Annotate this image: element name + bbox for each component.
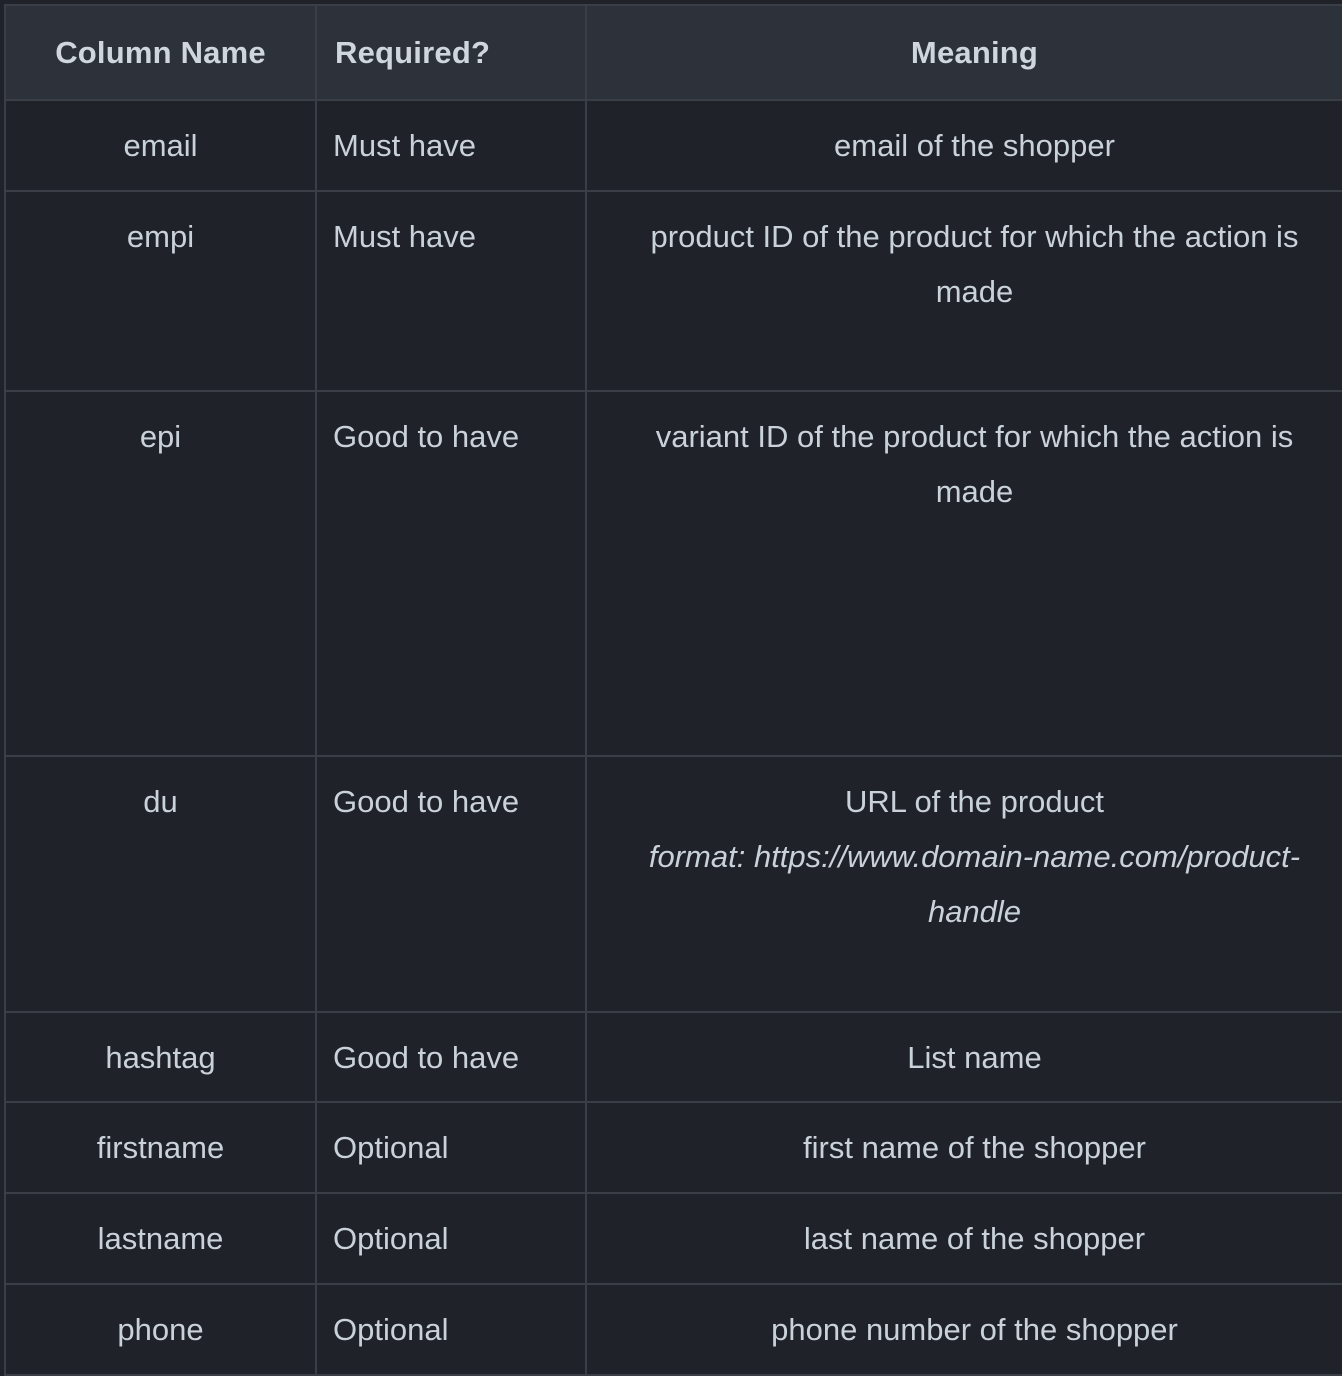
cell-required: Good to have (316, 1012, 586, 1102)
table-row (5, 100, 1342, 191)
cell-meaning (586, 1193, 1342, 1284)
header-row (5, 5, 1342, 100)
cell-column-name: email (5, 100, 316, 191)
meaning-text: variant ID of the product for which the action is made (655, 419, 1294, 509)
table-row (5, 1102, 1342, 1193)
header-required: Required? (316, 5, 586, 100)
table-row (5, 756, 1342, 1012)
cell-meaning (586, 1284, 1342, 1375)
table-row (5, 1193, 1342, 1284)
cell-meaning (586, 100, 1342, 191)
meaning-text: product ID of the product for which the action is made (650, 219, 1299, 309)
table-row (5, 1012, 1342, 1102)
cell-required: Must have (316, 100, 586, 191)
cell-column-name: epi (5, 391, 316, 756)
cell-meaning (586, 756, 1342, 1012)
cell-required: Optional (316, 1284, 586, 1375)
meaning-text: last name of the shopper (803, 1221, 1146, 1256)
meaning-text: phone number of the shopper (771, 1312, 1178, 1347)
column-spec-table (4, 4, 1342, 1376)
cell-meaning (586, 191, 1342, 391)
cell-meaning (586, 1102, 1342, 1193)
cell-meaning (586, 391, 1342, 756)
header-meaning: Meaning (586, 5, 1342, 100)
cell-column-name: phone (5, 1284, 316, 1375)
table-row (5, 191, 1342, 391)
cell-required: Good to have (316, 756, 586, 1012)
cell-meaning (586, 1012, 1342, 1102)
header-column-name: Column Name (5, 5, 316, 100)
meaning-text: List name (907, 1040, 1042, 1075)
cell-column-name: lastname (5, 1193, 316, 1284)
cell-required: Optional (316, 1193, 586, 1284)
table-body (5, 100, 1342, 1375)
table-header (5, 5, 1342, 100)
cell-column-name: hashtag (5, 1012, 316, 1102)
cell-required: Must have (316, 191, 586, 391)
cell-column-name: du (5, 756, 316, 1012)
cell-required: Good to have (316, 391, 586, 756)
url-format-text: format: https://www.domain-name.com/product-handle (648, 839, 1301, 929)
meaning-text: first name of the shopper (803, 1130, 1146, 1165)
cell-column-name: firstname (5, 1102, 316, 1193)
meaning-text: email of the shopper (834, 128, 1115, 163)
meaning-text: URL of the product (844, 784, 1105, 819)
table-row (5, 1284, 1342, 1375)
cell-column-name: empi (5, 191, 316, 391)
cell-required: Optional (316, 1102, 586, 1193)
table-row (5, 391, 1342, 756)
